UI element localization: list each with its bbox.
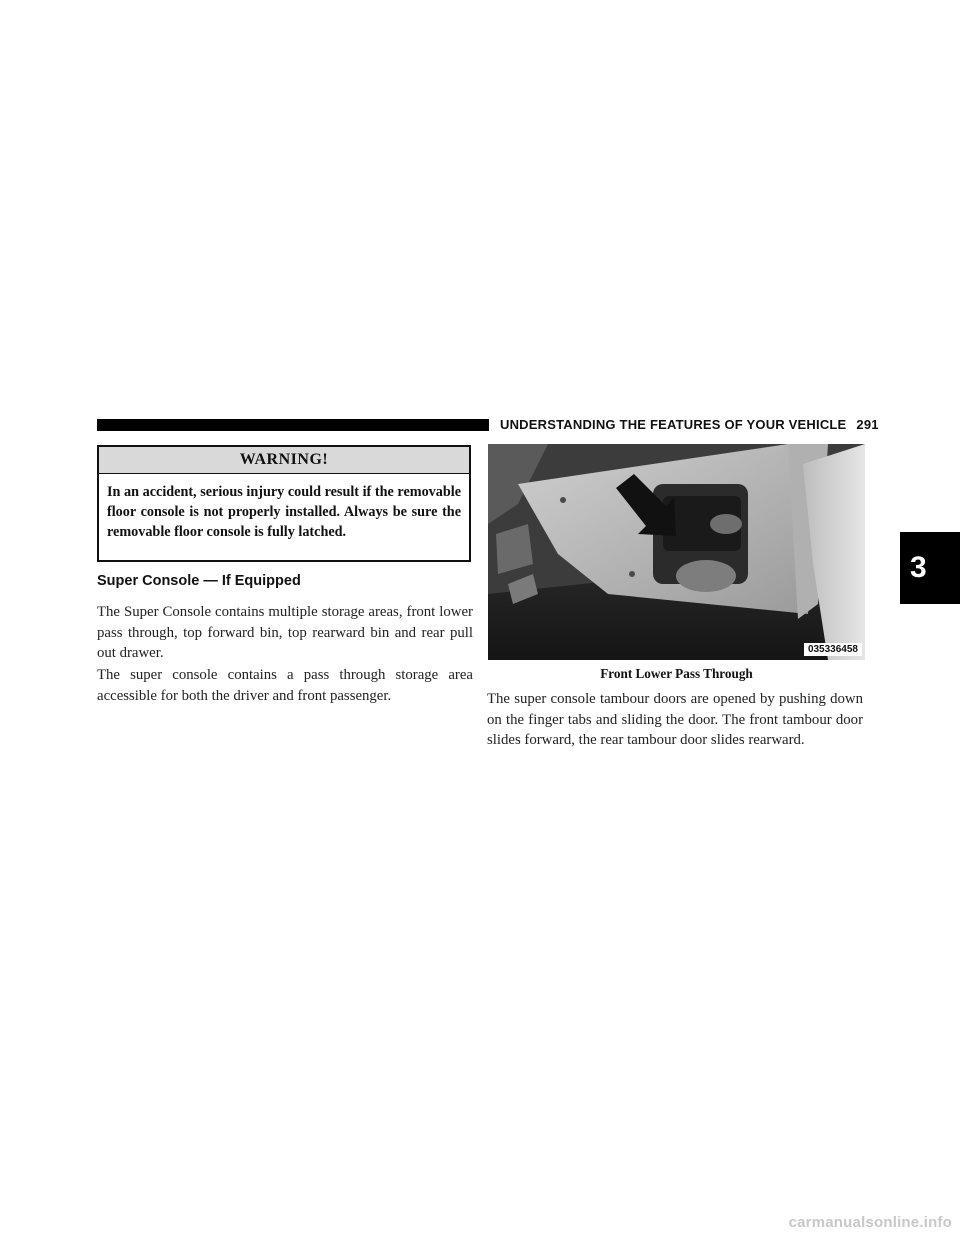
header-title: UNDERSTANDING THE FEATURES OF YOUR VEHICLE [500,417,847,432]
console-illustration [488,444,865,660]
figure-caption: Front Lower Pass Through [600,666,753,681]
page-number: 291 [856,417,879,432]
warning-body: In an accident, serious injury could result if the removable floor console is not properly installed. Always be sure the removable floor console is fully latched. [107,484,461,540]
figure-id: 035336458 [804,643,862,656]
running-header [500,417,879,433]
watermark: carmanualsonline.info [788,1214,952,1231]
header-rule [97,419,489,431]
warning-box [97,445,471,562]
paragraph-pass-through: The super console contains a pass through storage area accessible for both the driver and front passenger. [97,667,473,704]
warning-title: WARNING! [99,447,469,474]
section-heading: Super Console — If Equipped [97,573,301,589]
paragraph-storage-areas: The Super Console contains multiple storage areas, front lower pass through, top forward bin, top rearward bin and rear pull out drawer. [97,604,473,661]
paragraph-tambour-doors: The super console tambour doors are opened by pushing down on the finger tabs and sliding the door. The front tambour door slides forward, the rear tambour door slides rearward. [487,691,863,748]
chapter-tab: 3 [900,532,960,604]
console-photo [488,444,865,660]
